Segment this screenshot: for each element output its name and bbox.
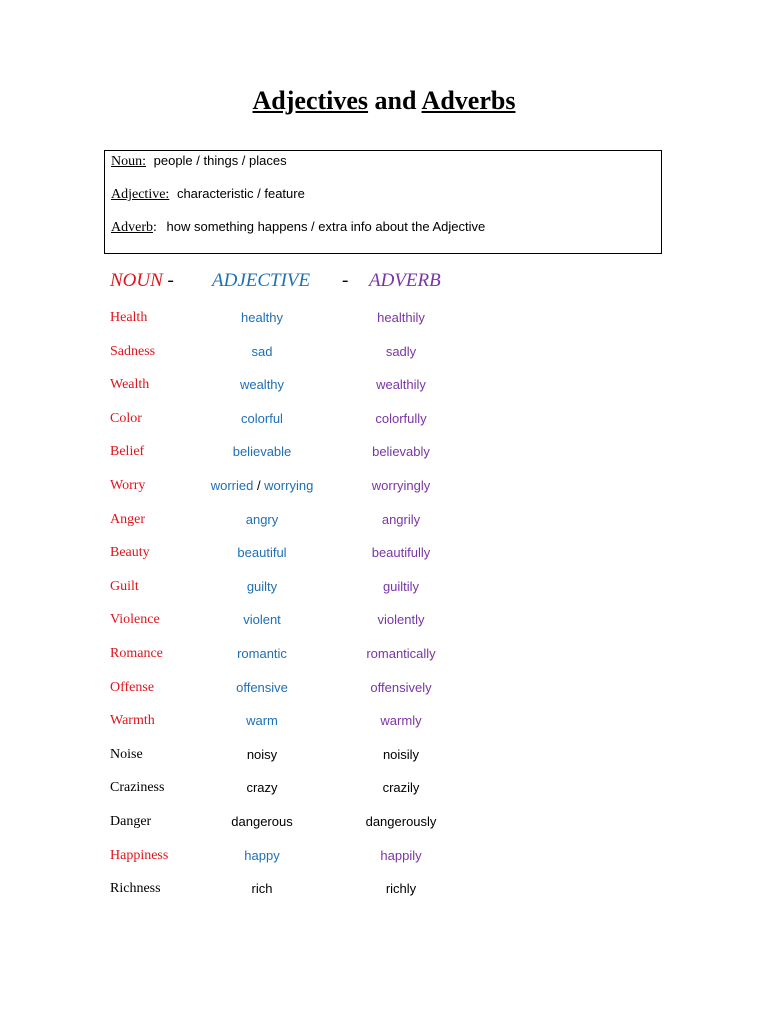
adjective-word: wealthy — [239, 377, 285, 393]
noun-cell: Violence — [110, 612, 160, 628]
adjective-word: healthy — [241, 310, 283, 325]
title-adjectives: Adjectives — [252, 86, 369, 115]
noun-cell: Romance — [110, 646, 163, 661]
definition-term: Adjective: — [111, 187, 170, 202]
adverb-cell: sadly — [385, 343, 417, 359]
noun-cell: Richness — [110, 881, 161, 897]
adjective-word: rich — [251, 881, 273, 897]
title-adverbs: Adverbs — [421, 86, 516, 115]
adjective-cell — [241, 310, 283, 325]
adjective-word: violent — [243, 612, 281, 628]
adjective-word: believable — [232, 444, 292, 460]
adverb-cell: warmly — [380, 713, 422, 729]
noun-cell: Belief — [110, 444, 145, 460]
noun-cell: Beauty — [110, 545, 150, 561]
title-and: and — [368, 86, 422, 115]
definition-term: Adverb — [111, 220, 153, 235]
noun-cell: Noise — [110, 746, 143, 762]
adverb-cell: angrily — [381, 511, 421, 527]
noun-cell: Wealth — [110, 377, 150, 393]
adjective-word: dangerous — [231, 814, 293, 829]
noun-cell: Happiness — [110, 847, 169, 863]
definition-colon: : — [153, 220, 157, 235]
adjective-word: guilty — [246, 578, 278, 594]
adjective-cell — [247, 747, 277, 762]
adverb-cell: guiltily — [382, 578, 420, 594]
noun-cell: Anger — [110, 511, 145, 527]
definition-text: people / things / places — [153, 153, 287, 168]
adverb-cell: dangerously — [365, 814, 437, 829]
adjective-cell — [252, 881, 273, 896]
adjective-cell — [231, 814, 292, 829]
definition-adjective — [111, 186, 305, 203]
heading-noun: NOUN — [110, 270, 163, 291]
adjective-word: crazy — [246, 780, 278, 796]
adverb-cell: romantically — [366, 646, 436, 661]
noun-cell: Guilt — [110, 578, 139, 594]
adjective-cell — [246, 713, 278, 728]
heading-sep-2: - — [342, 270, 349, 291]
adjective-word: happy — [244, 847, 280, 863]
adjective-word: beautiful — [237, 545, 287, 561]
adjective-cell — [252, 344, 273, 359]
noun-cell: Sadness — [110, 343, 156, 359]
adjective-cell — [211, 478, 314, 493]
noun-cell: Offense — [110, 679, 155, 695]
noun-cell: Warmth — [110, 713, 155, 729]
adjective-cell — [247, 579, 277, 594]
adjective-word: offensive — [236, 679, 288, 695]
adjective-cell — [237, 646, 287, 661]
noun-cell: Color — [110, 410, 142, 426]
adverb-cell: noisily — [382, 746, 420, 762]
adjective-word-2: worrying — [264, 478, 314, 493]
column-heading — [110, 270, 441, 292]
heading-sep-1: - — [162, 270, 174, 291]
adjective-cell — [233, 444, 292, 459]
adjective-word: sad — [251, 343, 273, 359]
definition-term: Noun: — [111, 154, 146, 169]
adjective-cell — [246, 780, 277, 795]
noun-cell: Craziness — [110, 780, 165, 796]
adjective-cell — [240, 377, 284, 392]
adjective-cell — [236, 680, 288, 695]
adjective-word: angry — [245, 511, 279, 527]
definitions-box — [104, 150, 662, 254]
adverb-cell: richly — [385, 881, 417, 897]
definition-noun — [111, 153, 287, 170]
adverb-cell: colorfully — [375, 410, 427, 426]
adverb-cell: happily — [380, 847, 422, 863]
heading-adverb: ADVERB — [369, 270, 441, 291]
adjective-word: warm — [246, 713, 278, 729]
definition-text: characteristic / feature — [176, 186, 305, 201]
adjective-word: romantic — [237, 646, 287, 661]
adjective-cell — [241, 411, 283, 426]
noun-cell: Danger — [110, 814, 152, 829]
adjective-cell — [246, 512, 279, 527]
adverb-cell: healthily — [377, 310, 425, 325]
adjective-cell — [243, 612, 281, 627]
definition-adverb — [111, 219, 485, 236]
adjective-word: noisy — [246, 746, 278, 762]
adverb-cell: offensively — [370, 679, 432, 695]
adverb-cell: wealthily — [376, 377, 426, 393]
page-title — [0, 86, 768, 116]
adjective-cell — [244, 848, 279, 863]
noun-cell: Health — [110, 310, 148, 325]
adverb-cell: worryingly — [371, 478, 431, 493]
adverb-cell: crazily — [382, 780, 420, 796]
adjective-cell — [237, 545, 286, 560]
heading-adjective: ADJECTIVE — [212, 270, 311, 291]
adverb-cell: believably — [372, 444, 430, 460]
adverb-cell: violently — [377, 612, 425, 628]
definition-text: how something happens / extra info about the Adjective — [166, 219, 486, 234]
adjective-word: worried — [210, 478, 254, 493]
noun-cell: Worry — [110, 478, 146, 493]
adjective-word: colorful — [241, 410, 283, 426]
adjective-separator: / — [253, 478, 265, 493]
adverb-cell: beautifully — [371, 545, 431, 561]
